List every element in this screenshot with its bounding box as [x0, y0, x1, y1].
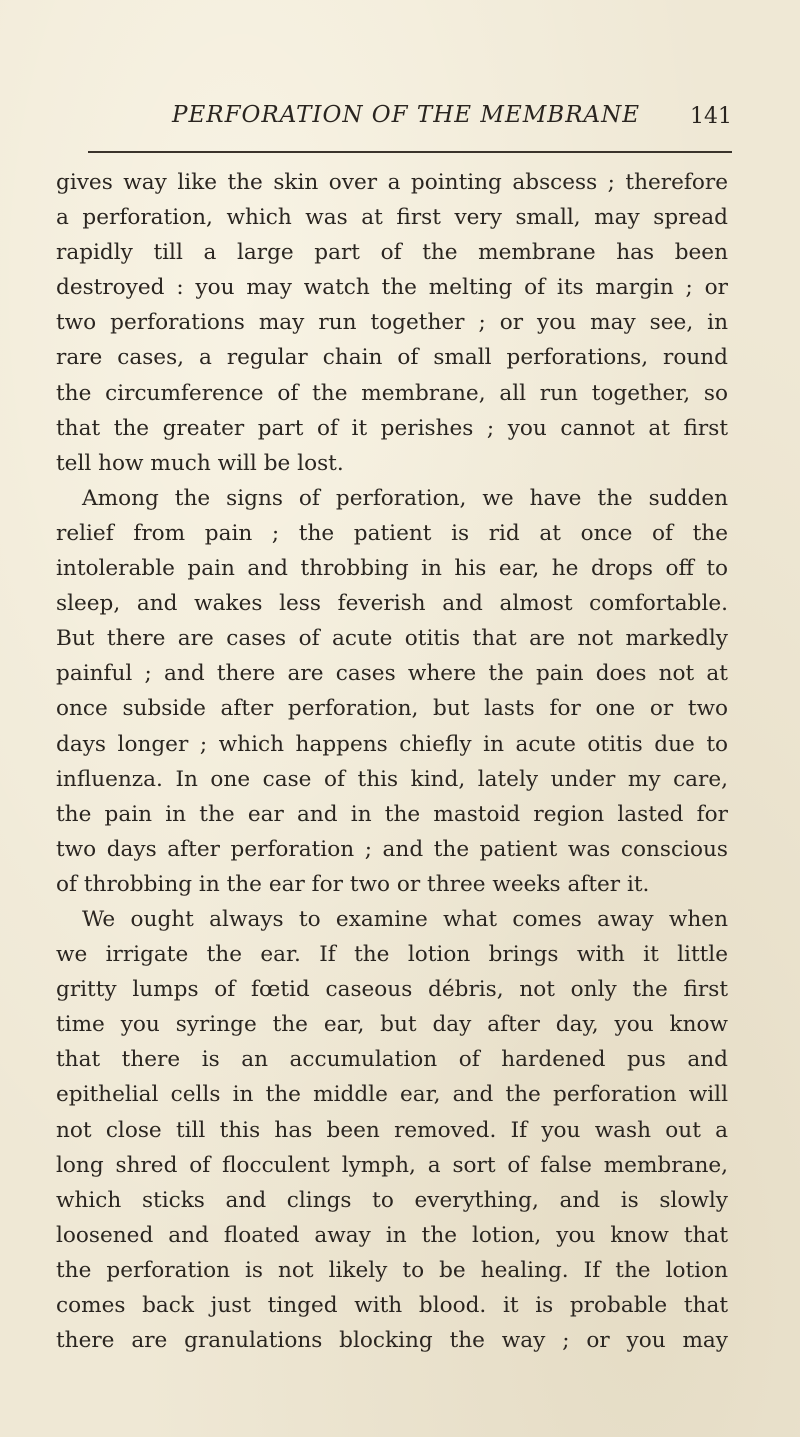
text-line: intolerable pain and throbbing in his ear, he drops off to — [56, 556, 728, 582]
text-line: influenza. In one case of this kind, lately under my care, — [56, 766, 728, 792]
text-line: sleep, and wakes less feverish and almost comfortable. — [56, 591, 728, 617]
text-line: we irrigate the ear. If the lotion brings with it little — [56, 942, 728, 968]
text-line: loosened and floated away in the lotion, you know that — [56, 1222, 728, 1248]
text-line: comes back just tinged with blood. it is probable that — [56, 1293, 728, 1318]
text-line: rare cases, a regular chain of small perforations, round — [56, 345, 728, 371]
paragraph-end-line: of throbbing in the ear for two or three weeks after it. — [56, 871, 650, 897]
text-line: two perforations may run together ; or you may see, in — [56, 310, 728, 336]
text-line: a perforation, which was at first very small, may spread — [56, 205, 728, 231]
text-line: once subside after perforation, but lasts for one or two — [56, 696, 728, 722]
text-line: time you syringe the ear, but day after day, you know — [56, 1012, 728, 1038]
text-line: the pain in the ear and in the mastoid region lasted for — [56, 801, 728, 827]
paragraph-start-line: Among the signs of perforation, we have the sudden — [82, 485, 728, 511]
running-title: PERFORATION OF THE MEMBRANE — [172, 102, 641, 128]
running-head — [172, 74, 732, 129]
page-number: 141 — [690, 104, 732, 129]
text-line: long shred of flocculent lymph, a sort of false membrane, — [56, 1152, 728, 1178]
text-line: which sticks and clings to everything, and is slowly — [56, 1187, 728, 1213]
paragraph-end-line: tell how much will be lost. — [56, 450, 344, 476]
text-line: gritty lumps of fœtid caseous débris, not only the first — [56, 977, 728, 1003]
text-line: the circumference of the membrane, all run together, so — [56, 380, 728, 406]
text-line: days longer ; which happens chiefly in acute otitis due to — [56, 731, 728, 757]
text-line: gives way like the skin over a pointing abscess ; therefore — [56, 170, 728, 195]
text-line: there are granulations blocking the way ; or you may — [56, 1328, 728, 1354]
text-line: the perforation is not likely to be healing. If the lotion — [56, 1257, 728, 1283]
text-line: rapidly till a large part of the membrane has been — [56, 240, 728, 266]
text-line: that the greater part of it perishes ; you cannot at first — [56, 415, 728, 441]
body-text — [56, 165, 728, 1358]
text-line: two days after perforation ; and the patient was conscious — [56, 836, 728, 862]
text-line: relief from pain ; the patient is rid at once of the — [56, 520, 728, 546]
text-line: But there are cases of acute otitis that are not markedly — [56, 626, 728, 652]
text-line: painful ; and there are cases where the pain does not at — [56, 661, 728, 687]
text-line: not close till this has been removed. If you wash out a — [56, 1117, 728, 1143]
text-line: destroyed : you may watch the melting of its margin ; or — [56, 275, 728, 301]
paragraph-start-line: We ought always to examine what comes away when — [82, 906, 728, 932]
header-rule — [88, 151, 732, 153]
text-line: that there is an accumulation of hardened pus and — [56, 1047, 728, 1073]
text-line: epithelial cells in the middle ear, and the perforation will — [56, 1082, 728, 1108]
